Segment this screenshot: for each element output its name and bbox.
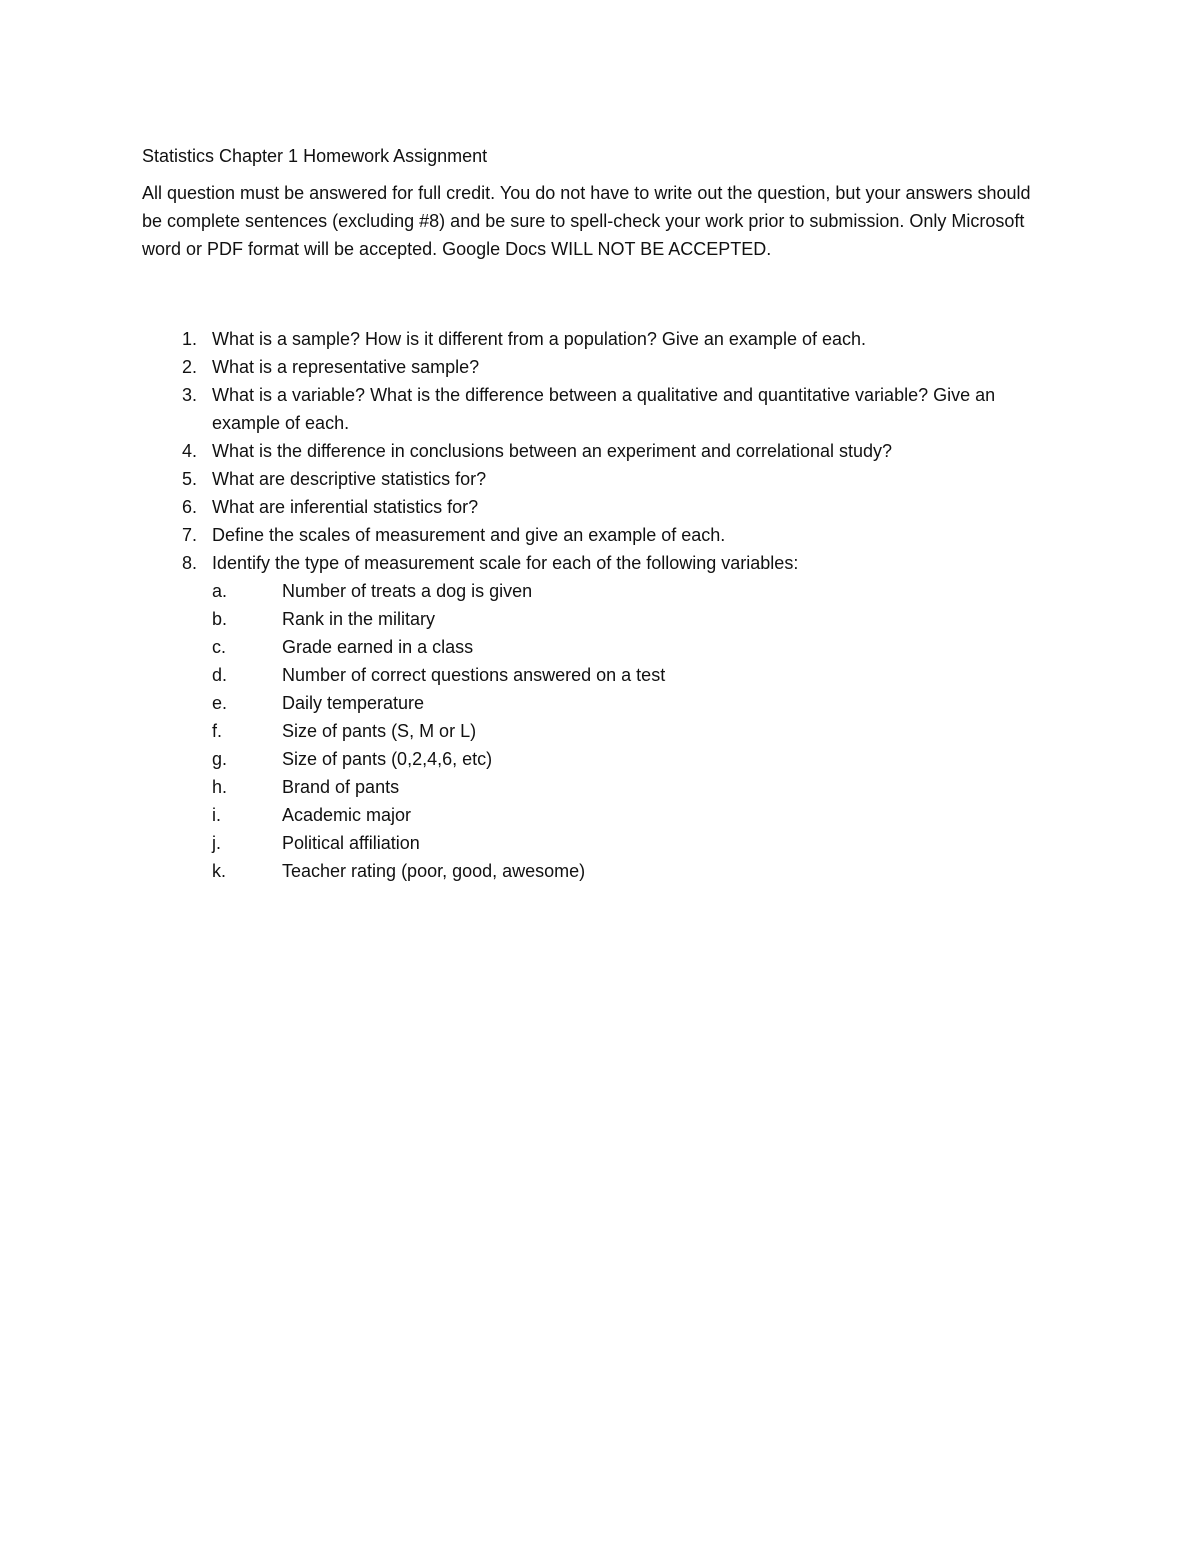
- sub-question-letter: a.: [212, 581, 228, 601]
- question-number: 1.: [182, 329, 198, 349]
- sub-question-item: [212, 661, 1062, 689]
- sub-question-text: Academic major: [282, 805, 412, 825]
- question-item: [142, 437, 1062, 465]
- sub-question-letter: c.: [212, 637, 227, 657]
- sub-question-item: [212, 577, 1062, 605]
- question-item: [142, 549, 1062, 885]
- sub-question-letter: g.: [212, 749, 228, 769]
- sub-question-letter: e.: [212, 693, 228, 713]
- sub-question-letter: d.: [212, 665, 228, 685]
- sub-question-text: Brand of pants: [282, 777, 400, 797]
- question-item: [142, 521, 1062, 549]
- sub-question-text: Political affiliation: [282, 833, 420, 853]
- sub-question-item: [212, 717, 1062, 745]
- question-number: 8.: [182, 553, 198, 573]
- sub-question-text: Daily temperature: [282, 693, 425, 713]
- sub-question-letter: i.: [212, 805, 221, 825]
- document-title: Statistics Chapter 1 Homework Assignment: [142, 146, 488, 166]
- question-text: Define the scales of measurement and give an example of each.: [212, 525, 726, 545]
- sub-question-list: [212, 577, 1062, 885]
- question-number: 4.: [182, 441, 198, 461]
- question-list: [142, 325, 1062, 885]
- question-number: 6.: [182, 497, 198, 517]
- sub-question-item: [212, 857, 1062, 885]
- question-number: 3.: [182, 385, 198, 405]
- question-item: [142, 325, 1062, 353]
- question-text: What is a representative sample?: [212, 357, 480, 377]
- question-item: [142, 353, 1062, 381]
- sub-question-text: Number of treats a dog is given: [282, 581, 533, 601]
- question-item: [142, 465, 1062, 493]
- sub-question-letter: j.: [212, 833, 221, 853]
- sub-question-item: [212, 605, 1062, 633]
- sub-question-letter: h.: [212, 777, 228, 797]
- question-text: What are inferential statistics for?: [212, 497, 479, 517]
- question-text: What is a variable? What is the difference between a qualitative and quantitative variable? Give an example of each.: [212, 385, 996, 433]
- question-number: 2.: [182, 357, 198, 377]
- sub-question-item: [212, 773, 1062, 801]
- question-number: 7.: [182, 525, 198, 545]
- sub-question-item: [212, 689, 1062, 717]
- sub-question-text: Rank in the military: [282, 609, 436, 629]
- sub-question-item: [212, 745, 1062, 773]
- question-text: What is the difference in conclusions between an experiment and correlational study?: [212, 441, 893, 461]
- sub-question-item: [212, 801, 1062, 829]
- sub-question-item: [212, 829, 1062, 857]
- sub-question-text: Size of pants (S, M or L): [282, 721, 477, 741]
- sub-question-letter: f.: [212, 721, 223, 741]
- sub-question-letter: b.: [212, 609, 228, 629]
- sub-question-text: Size of pants (0,2,4,6, etc): [282, 749, 493, 769]
- document-body: [142, 142, 1062, 885]
- question-text: Identify the type of measurement scale for each of the following variables:: [212, 553, 799, 573]
- question-item: [142, 493, 1062, 521]
- sub-question-text: Number of correct questions answered on a test: [282, 665, 666, 685]
- sub-question-item: [212, 633, 1062, 661]
- question-item: [142, 381, 1062, 437]
- sub-question-letter: k.: [212, 861, 227, 881]
- instructions-paragraph: All question must be answered for full credit. You do not have to write out the question, but your answers should be complete sentences (excluding #8) and be sure to spell-check your work prior to submission. Only Microsoft word or PDF format will be accepted. Google Docs WILL NOT BE ACCEPTED.: [142, 183, 1031, 259]
- question-text: What are descriptive statistics for?: [212, 469, 487, 489]
- sub-question-text: Teacher rating (poor, good, awesome): [282, 861, 586, 881]
- question-number: 5.: [182, 469, 198, 489]
- sub-question-text: Grade earned in a class: [282, 637, 474, 657]
- question-text: What is a sample? How is it different from a population? Give an example of each.: [212, 329, 867, 349]
